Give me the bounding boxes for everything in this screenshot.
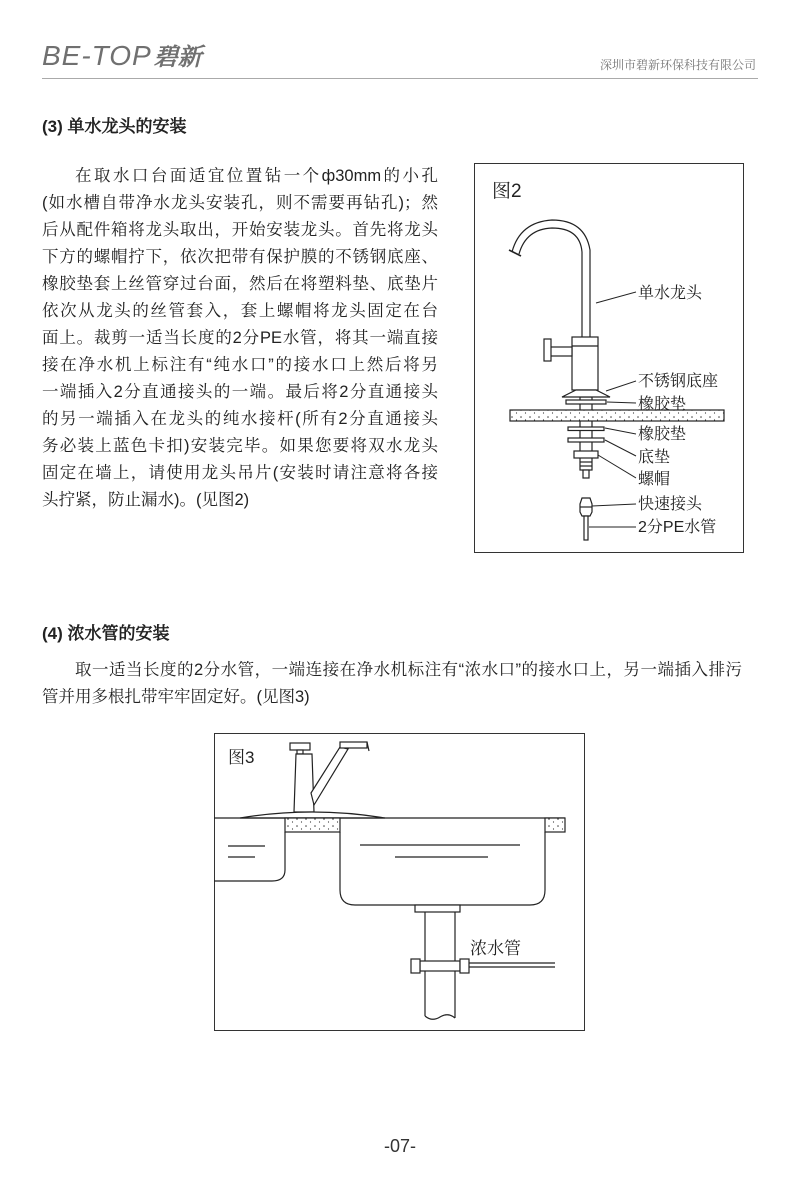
countertop-section bbox=[545, 818, 565, 832]
paragraph-line: 下方的螺帽拧下，依次把带有保护膜的不锈钢底座、 bbox=[42, 248, 438, 266]
part-label-faucet: 单水龙头 bbox=[638, 285, 703, 302]
pipe-clamp-bolt bbox=[460, 959, 469, 973]
main-basin bbox=[340, 832, 545, 905]
paragraph-line: 接在净水机上标注有“纯水口”的接水口上然后将另 bbox=[42, 356, 438, 374]
leader-line bbox=[605, 428, 636, 434]
part-label-quick-connector: 快速接头 bbox=[638, 496, 703, 513]
leader-line bbox=[596, 292, 636, 303]
part-label-bottom-washer: 底垫 bbox=[638, 449, 671, 466]
pipe-clamp-bolt bbox=[411, 959, 420, 973]
drain-pipe-break bbox=[425, 1015, 455, 1020]
pipe-clamp-band bbox=[420, 961, 460, 971]
paragraph-line: 取一适当长度的2分水管，一端连接在净水机标注有“浓水口”的接水口上，另一端插入排污 bbox=[75, 661, 742, 679]
figure-2-drawing bbox=[474, 163, 744, 553]
faucet-spout-inner bbox=[519, 228, 582, 338]
sink-diagram bbox=[214, 742, 565, 1019]
page-number: -07- bbox=[383, 1136, 416, 1156]
paragraph-line: 头拧紧，防止漏水)。(见图2) bbox=[42, 491, 250, 509]
paragraph-line: 固定在墙上，请使用龙头吊片(安装时请注意将各接 bbox=[42, 464, 438, 482]
logo-latin-text: BE-TOP bbox=[42, 40, 152, 71]
threaded-stem bbox=[580, 397, 592, 470]
figure-3-drawing bbox=[214, 733, 585, 1031]
logo-cjk-text: 碧新 bbox=[153, 43, 202, 71]
part-label-rubber-gasket-upper: 橡胶垫 bbox=[638, 396, 687, 413]
part-label-pe-tube: 2分PE水管 bbox=[638, 519, 717, 536]
rubber-gasket-upper bbox=[566, 400, 606, 404]
faucet-handle-knob bbox=[544, 339, 551, 361]
lock-nut bbox=[574, 451, 598, 458]
part-label-concentrate-hose: 浓水管 bbox=[470, 939, 521, 958]
section-4-title: (4) 浓水管的安装 bbox=[42, 624, 170, 643]
faucet-top-handle bbox=[290, 743, 310, 750]
stem-end bbox=[583, 470, 589, 478]
drain-flange bbox=[415, 905, 460, 912]
part-label-rubber-gasket-lower: 橡胶垫 bbox=[638, 426, 687, 443]
pe-tube bbox=[584, 516, 588, 540]
part-label-stainless-base: 不锈钢底座 bbox=[638, 373, 719, 390]
figure-2-label: 图2 bbox=[492, 181, 522, 202]
header-divider bbox=[42, 78, 758, 79]
leader-line bbox=[592, 504, 636, 506]
stainless-base bbox=[562, 390, 610, 397]
bottom-washer bbox=[568, 438, 604, 442]
brand-logo bbox=[42, 38, 202, 74]
faucet-arm bbox=[311, 747, 348, 805]
leader-line bbox=[607, 402, 636, 403]
paragraph-line: (如水槽自带净水龙头安装孔，则不需要再钻孔)；然 bbox=[42, 194, 438, 212]
leader-line bbox=[598, 455, 636, 478]
faucet-body bbox=[572, 337, 598, 390]
paragraph-line: 后从配件箱将龙头取出，开始安装龙头。首先将龙头 bbox=[42, 221, 438, 239]
countertop-section bbox=[285, 818, 340, 832]
leader-line bbox=[605, 440, 636, 456]
paragraph-line: 的另一端插入在龙头的纯水接杆(所有2分直通接头 bbox=[42, 410, 438, 428]
paragraph-line: 面上。裁剪一适当长度的2分PE水管，将其一端直接 bbox=[42, 329, 438, 347]
paragraph-line: 务必装上蓝色卡扣)安装完毕。如果您要将双水龙头 bbox=[42, 437, 438, 455]
part-label-lock-nut: 螺帽 bbox=[638, 471, 671, 488]
paragraph-line: 在取水口台面适宜位置钻一个ф30mm的小孔 bbox=[75, 167, 438, 185]
countertop-slab bbox=[510, 410, 724, 421]
faucet-lever bbox=[340, 742, 367, 748]
faucet-body bbox=[294, 754, 314, 812]
section-4-paragraph bbox=[42, 657, 742, 711]
rubber-gasket-lower bbox=[568, 427, 604, 431]
figure-3-label: 图3 bbox=[228, 748, 255, 767]
faucet-handle-lever bbox=[550, 347, 572, 356]
paragraph-line: 一端插入2分直通接头的一端。最后将2分直通接头 bbox=[42, 383, 438, 401]
company-name: 深圳市碧新环保科技有限公司 bbox=[599, 58, 756, 72]
paragraph-line: 管并用多根扎带牢牢固定好。(见图3) bbox=[42, 688, 310, 706]
faucet-base-plate bbox=[240, 812, 385, 818]
paragraph-line: 依次从龙头的丝管套入，套上螺帽将龙头固定在台 bbox=[42, 302, 438, 320]
figure-3-drain-installation bbox=[214, 733, 585, 1031]
section-3-title: (3) 单水龙头的安装 bbox=[42, 117, 187, 136]
figure-2-faucet-installation bbox=[474, 163, 744, 553]
leader-line bbox=[606, 381, 636, 391]
paragraph-line: 橡胶垫套上丝管穿过台面，然后在将塑料垫、底垫片 bbox=[42, 275, 438, 293]
faucet-spout-outer bbox=[512, 220, 590, 338]
section-3-paragraph bbox=[42, 163, 438, 514]
